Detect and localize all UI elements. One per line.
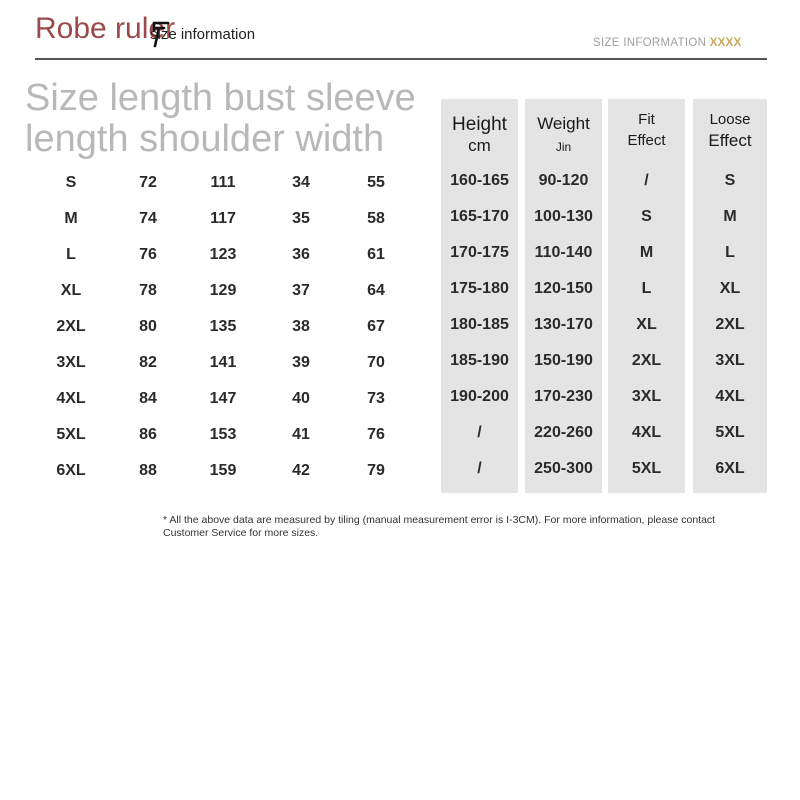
table-row xyxy=(33,453,413,489)
measurement-cell: 36 xyxy=(292,246,310,263)
panel-value-cell: / xyxy=(477,424,482,441)
measurement-cell: 78 xyxy=(139,282,157,299)
panel-value-cell: 130-170 xyxy=(534,316,593,333)
measurement-cell: 40 xyxy=(292,390,310,407)
measurement-cell: 41 xyxy=(292,426,310,443)
measurement-cell: 34 xyxy=(292,174,310,191)
table-row xyxy=(33,165,413,201)
height-panel xyxy=(441,99,518,493)
panel-value-cell: 175-180 xyxy=(450,280,509,297)
panel-value-cell: 120-150 xyxy=(534,280,593,297)
header-divider xyxy=(35,58,767,60)
loose-effect-panel xyxy=(693,99,767,493)
table-headline: Size length bust sleeve length shoulder width xyxy=(25,77,416,160)
panel-value-cell: L xyxy=(725,244,735,261)
table-row xyxy=(33,237,413,273)
measurement-cell: 129 xyxy=(209,282,237,299)
measurement-cell: 38 xyxy=(292,318,310,335)
measurement-cell: 80 xyxy=(139,318,157,335)
measurement-cell: 67 xyxy=(367,318,385,335)
panel-value-cell: XL xyxy=(636,316,657,333)
panel-value-cell: 6XL xyxy=(715,460,745,477)
header-right-accent: XXXX xyxy=(709,37,742,49)
measurement-cell: 117 xyxy=(210,210,236,227)
measurement-cell: 123 xyxy=(209,246,237,263)
panel-header: Height xyxy=(452,114,507,135)
measurement-cell: 55 xyxy=(367,174,385,191)
measurement-cell: 141 xyxy=(209,354,237,371)
panel-value-cell: 150-190 xyxy=(534,352,593,369)
fit-effect-panel xyxy=(608,99,685,493)
panel-header: Loose xyxy=(709,111,751,128)
panel-value-cell: 90-120 xyxy=(538,172,589,189)
measurement-cell: 86 xyxy=(139,426,157,443)
table-row xyxy=(33,201,413,237)
measurement-cell: 70 xyxy=(367,354,385,371)
measurement-footnote: * All the above data are measured by tiling (manual measurement error is I-3CM). For more information, please contact Customer Service for more sizes. xyxy=(163,514,716,539)
size-label-cell: L xyxy=(66,246,76,263)
panel-value-cell: 2XL xyxy=(631,352,662,369)
panel-value-cell: XL xyxy=(719,280,741,297)
table-row xyxy=(33,309,413,345)
panel-value-cell: S xyxy=(724,172,736,189)
measurement-cell: 37 xyxy=(292,282,310,299)
table-row xyxy=(33,273,413,309)
panel-value-cell: M xyxy=(639,244,654,261)
panel-value-cell: 160-165 xyxy=(450,172,509,189)
panel-value-cell: 5XL xyxy=(631,460,662,477)
panel-value-cell: 100-130 xyxy=(534,208,593,225)
measurement-cell: 88 xyxy=(139,462,157,479)
panel-value-cell: / xyxy=(477,460,482,477)
size-label-cell: 5XL xyxy=(56,426,86,443)
measurement-cell: 74 xyxy=(139,210,157,227)
measurement-cell: 159 xyxy=(209,462,237,479)
size-label-cell: 4XL xyxy=(56,390,86,407)
measurement-cell: 76 xyxy=(139,246,157,263)
header-right-label xyxy=(593,37,742,49)
measurement-cell: 39 xyxy=(292,354,310,371)
panel-header: Fit xyxy=(638,111,655,128)
panel-subheader: Jin xyxy=(555,140,572,154)
measurement-cell: 79 xyxy=(367,462,385,479)
panel-value-cell: S xyxy=(641,208,652,225)
panel-value-cell: 3XL xyxy=(631,388,662,405)
panel-value-cell: M xyxy=(723,208,737,225)
panel-value-cell: 4XL xyxy=(631,424,662,441)
page-subtitle: size information xyxy=(150,26,256,43)
panel-value-cell: 165-170 xyxy=(450,208,509,225)
measurement-cell: 76 xyxy=(367,426,385,443)
page-title: Robe ruler xyxy=(35,12,176,45)
panel-value-cell: 3XL xyxy=(715,352,745,369)
panel-value-cell: 110-140 xyxy=(534,244,593,261)
panel-value-cell: 5XL xyxy=(715,424,745,441)
measurement-cell: 64 xyxy=(367,282,385,299)
measurement-cell: 153 xyxy=(209,426,237,443)
size-label-cell: 6XL xyxy=(56,462,86,479)
measurement-cell: 72 xyxy=(139,174,157,191)
measurement-cell: 82 xyxy=(139,354,157,371)
panel-value-cell: 220-260 xyxy=(534,424,593,441)
measurement-cell: 61 xyxy=(367,246,385,263)
weight-panel xyxy=(525,99,602,493)
size-label-cell: M xyxy=(64,210,78,227)
panel-value-cell: 170-175 xyxy=(450,244,509,261)
panel-value-cell: 190-200 xyxy=(450,388,509,405)
measurement-cell: 58 xyxy=(367,210,385,227)
panel-value-cell: 185-190 xyxy=(450,352,509,369)
measurement-cell: 111 xyxy=(210,174,236,191)
panel-value-cell: 170-230 xyxy=(534,388,593,405)
panel-header: Weight xyxy=(537,114,590,133)
panel-subheader: Effect xyxy=(627,132,666,149)
measurement-cell: 35 xyxy=(292,210,310,227)
size-label-cell: 3XL xyxy=(56,354,86,371)
measurement-cell: 84 xyxy=(139,390,157,407)
size-label-cell: S xyxy=(65,174,77,191)
panel-value-cell: 250-300 xyxy=(534,460,593,477)
table-row xyxy=(33,345,413,381)
measurement-cell: 42 xyxy=(292,462,310,479)
panel-value-cell: / xyxy=(644,172,649,189)
table-row xyxy=(33,417,413,453)
panel-value-cell: L xyxy=(641,280,652,297)
measurement-cell: 135 xyxy=(209,318,237,335)
table-row xyxy=(33,381,413,417)
panel-value-cell: 4XL xyxy=(715,388,745,405)
size-label-cell: XL xyxy=(60,282,82,299)
panel-subheader: Effect xyxy=(708,131,752,150)
panel-value-cell: 2XL xyxy=(715,316,745,333)
header-right-text: SIZE INFORMATION xyxy=(593,37,707,49)
measurement-cell: 73 xyxy=(367,390,385,407)
size-label-cell: 2XL xyxy=(56,318,86,335)
measurement-cell: 147 xyxy=(209,390,237,407)
panel-value-cell: 180-185 xyxy=(450,316,509,333)
panel-subheader: cm xyxy=(468,136,491,155)
